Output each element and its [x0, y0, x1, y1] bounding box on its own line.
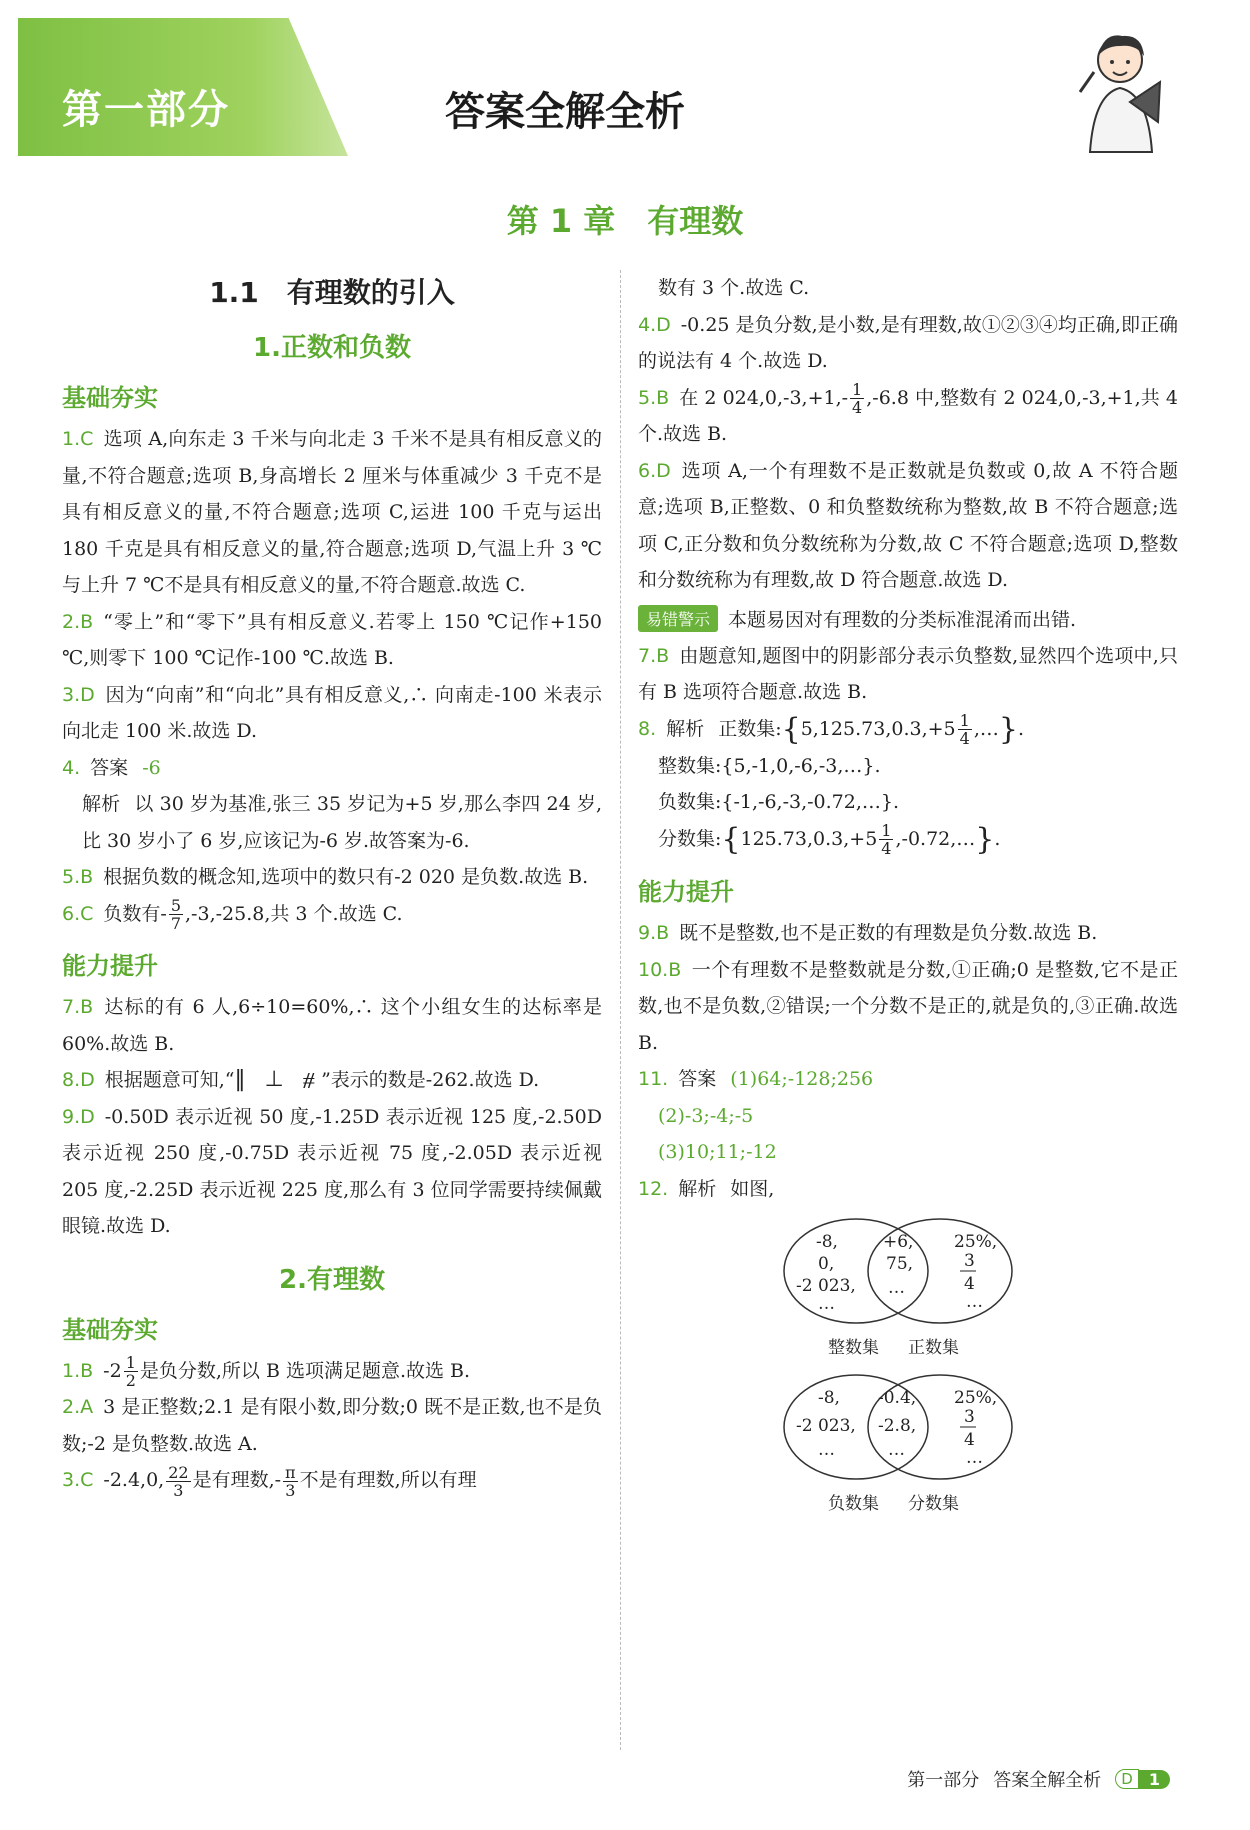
answer-item: 10.B 一个有理数不是整数就是分数,①正确;0 是整数,它不是正数,也不是负数,②错误;一个分数不是正的,就是负的,③正确.故选 B.: [638, 958, 1178, 1054]
svg-text:-2 023,: -2 023,: [796, 1276, 856, 1296]
svg-text:3: 3: [964, 1251, 975, 1271]
answer-line: (2)-3;-4;-5: [658, 1104, 754, 1127]
answer-item: 3.C -2.4,0, $\frac{22}{3}$ 是有理数,- $\frac{\pi}{3}$ 不是有理数,所以有理: [62, 1462, 477, 1500]
answer-item: 2.A 3 是正整数;2.1 是有限小数,即分数;0 既不是正数,也不是负数;-2 是负整数.故选 A.: [62, 1396, 602, 1455]
right-column: [638, 270, 1178, 1519]
answer-item: 8.D 根据题意可知,“‖ ⊥ ⧣”表示的数是-262.故选 D.: [62, 1067, 540, 1092]
venn-diagram-integer-positive: [778, 1213, 1018, 1363]
svg-text:整数集: 整数集: [828, 1338, 879, 1358]
left-column: [62, 265, 602, 1499]
svg-text:…: …: [888, 1440, 905, 1460]
warning-badge: 易错警示: [638, 605, 718, 632]
svg-text:…: …: [966, 1292, 983, 1312]
answer-item: 11. 答案 (1)64;-128;256: [638, 1068, 874, 1090]
chapter-title: 第 1 章 有理数: [506, 202, 744, 240]
page-title: 答案全解全析: [445, 89, 685, 135]
fraction: $\frac{1}{4}$: [959, 711, 970, 748]
svg-text:…: …: [966, 1448, 983, 1468]
subsection-title: 1.正数和负数: [253, 333, 411, 363]
answer-item: 9.B 既不是整数,也不是正数的有理数是负分数.故选 B.: [638, 922, 1098, 944]
warning-note: [638, 605, 1178, 632]
answer-item: 7.B 由题意知,题图中的阴影部分表示负整数,显然四个选项中,只有 B 选项符合题意.故选 B.: [638, 644, 1178, 703]
svg-text:75,: 75,: [886, 1254, 914, 1274]
answer-item: 8. 解析 正数集:{5,125.73,0.3,+5 $\frac{1}{4}$ ,…}.: [638, 711, 1024, 748]
set-line: 负数集:{-1,-6,-3,-0.72,…}.: [658, 791, 900, 814]
section-heading: 能力提升: [62, 952, 158, 980]
part-label: 第一部分: [62, 87, 230, 133]
section-heading: 能力提升: [638, 878, 734, 906]
svg-text:正数集: 正数集: [908, 1338, 959, 1358]
svg-text:0,: 0,: [818, 1254, 835, 1274]
fraction: $\frac{5}{7}$: [170, 896, 182, 933]
rod-numeral-symbol: ‖ ⊥ ⧣: [234, 1067, 322, 1092]
svg-text:-0.4,: -0.4,: [878, 1388, 917, 1408]
svg-text:-8,: -8,: [818, 1388, 840, 1408]
continued-text: 数有 3 个.故选 C.: [658, 277, 810, 299]
footer-d-badge: D: [1115, 1769, 1139, 1789]
svg-text:3: 3: [964, 1407, 975, 1427]
page-number: 1: [1139, 1770, 1170, 1789]
answer-line: (3)10;11;-12: [658, 1141, 777, 1163]
svg-text:4: 4: [964, 1430, 975, 1450]
svg-text:…: …: [888, 1278, 905, 1298]
answer-item: 3.D 因为“向南”和“向北”具有相反意义,∴ 向南走-100 米表示向北走 100 米.故选 D.: [62, 683, 602, 742]
venn-diagram-negative-fraction: [778, 1369, 1018, 1519]
fraction: $\frac{1}{2}$: [125, 1353, 136, 1390]
answer-item: 6.D 选项 A,一个有理数不是正数就是负数或 0,故 A 不符合题意;选项 B,正整数、0 和负整数统称为整数,故 B 不符合题意;选项 C,正分数和负分数统称为分数,故 C 不符合题意;选项 D,整数和分数统称为有理数,故 D 符合题意.故选 D.: [638, 459, 1178, 591]
column-divider: [620, 270, 621, 1750]
section-heading: 基础夯实: [62, 384, 158, 412]
svg-text:负数集: 负数集: [828, 1494, 879, 1514]
answer-item: 9.D -0.50D 表示近视 50 度,-1.25D 表示近视 125 度,-2.50D 表示近视 250 度,-0.75D 表示近视 75 度,-2.05D 表示近视 205 度,-2.25D 表示近视 225 度,那么有 3 位同学需要持续佩戴眼镜.故选 D.: [62, 1105, 602, 1237]
answer-item: 12. 解析 如图,: [638, 1177, 775, 1200]
svg-text:…: …: [818, 1440, 835, 1460]
svg-text:…: …: [818, 1294, 835, 1314]
section-title: 1.1 有理数的引入: [209, 276, 455, 309]
svg-text:4: 4: [964, 1274, 975, 1294]
svg-text:+6,: +6,: [883, 1232, 914, 1252]
student-illustration: [1060, 22, 1180, 162]
svg-text:-8,: -8,: [816, 1232, 838, 1252]
analysis-text: 解析 以 30 岁为基准,张三 35 岁记为+5 岁,那么李四 24 岁,比 30 岁小了 6 岁,应该记为-6 岁.故答案为-6.: [82, 793, 602, 852]
svg-text:25%,: 25%,: [954, 1232, 998, 1252]
set-line: 整数集:{5,-1,0,-6,-3,…}.: [658, 754, 881, 777]
answer-item: 1.B -2 $\frac{1}{2}$ 是负分数,所以 B 选项满足题意.故选 B.: [62, 1353, 471, 1390]
svg-text:-2.8,: -2.8,: [878, 1416, 917, 1436]
answer-item: 1.C 选项 A,向东走 3 千米与向北走 3 千米不是具有相反意义的量,不符合题意;选项 B,身高增长 2 厘米与体重减少 3 千克不是具有相反意义的量,不符合题意;选项 C,运进 100 千克与运出 180 千克是具有相反意义的量,符合题意;选项 D,气温上升 3 ℃与上升 7 ℃不是具有相反意义的量,不符合题意.故选 C.: [62, 428, 602, 596]
answer-item: 4. 答案 -6: [62, 756, 161, 779]
fraction: $\frac{1}{4}$: [852, 380, 863, 417]
fraction: $\frac{1}{4}$: [881, 821, 892, 859]
page-footer: [907, 1766, 1170, 1792]
answer-item: 7.B 达标的有 6 人,6÷10=60%,∴ 这个小组女生的达标率是 60%.故选 B.: [62, 996, 602, 1055]
set-line: 分数集:{125.73,0.3,+5 $\frac{1}{4}$ ,-0.72,…}.: [658, 821, 1001, 859]
section-heading: 基础夯实: [62, 1315, 158, 1344]
svg-text:-2 023,: -2 023,: [796, 1416, 856, 1436]
warning-text: 本题易因对有理数的分类标准混淆而出错.: [728, 608, 1077, 631]
answer-item: 5.B 根据负数的概念知,选项中的数只有-2 020 是负数.故选 B.: [62, 866, 589, 888]
answer-item: 4.D -0.25 是负分数,是小数,是有理数,故①②③④均正确,即正确的说法有 4 个.故选 D.: [638, 313, 1178, 372]
answer-item: 5.B 在 2 024,0,-3,+1,- $\frac{1}{4}$ ,-6.8 中,整数有 2 024,0,-3,+1,共 4 个.故选 B.: [638, 380, 1178, 445]
svg-text:25%,: 25%,: [954, 1388, 998, 1408]
fraction: $\frac{\pi}{3}$: [285, 1462, 296, 1500]
footer-part: 第一部分: [907, 1770, 980, 1791]
answer-item: 2.B “零上”和“零下”具有相反意义.若零上 150 ℃记作+150 ℃,则零下 100 ℃记作-100 ℃.故选 B.: [62, 610, 602, 669]
fraction: $\frac{22}{3}$: [168, 1462, 189, 1500]
svg-text:分数集: 分数集: [908, 1494, 959, 1514]
subsection-title: 2.有理数: [279, 1264, 385, 1295]
answer-item: 6.C 负数有- $\frac{5}{7}$ ,-3,-25.8,共 3 个.故选 C.: [62, 896, 403, 933]
footer-title: 答案全解全析: [993, 1770, 1102, 1791]
